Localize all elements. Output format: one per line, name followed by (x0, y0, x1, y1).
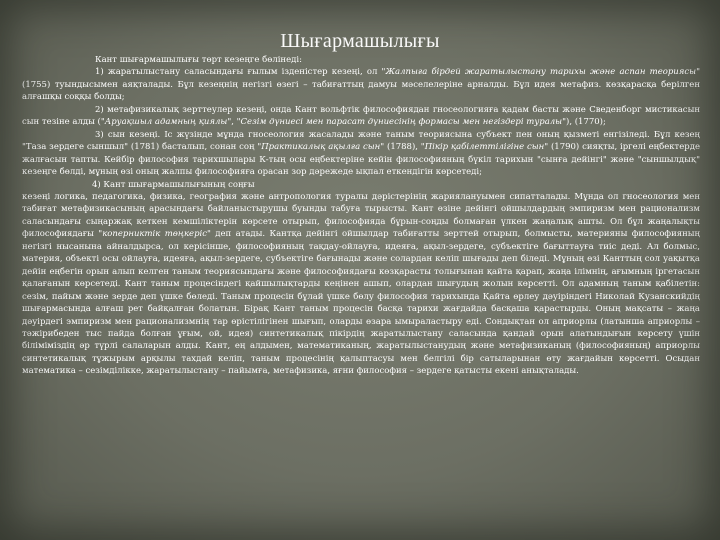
period-4-paragraph (22, 191, 700, 378)
period-4-text-c: " деп атады. Кантқа дейінгі ойшылдар табиғатты зерттей отырып, болмысты, материяны философияның негізгі нысанына айналдырса, ол керісінше, философияның тақдау-ойлауға, идеяға, ақыл-зердеге, субъектіге бағыттауға тиіс деді. Ал болмыс, материя, объекті осы ойлауға, идеяға, ақыл-зердеге, субъектіге бағынады және солардан келіп шығады деп біледі. Мұның өзі Канттың сол уақытқа дейін еңбегін орын алып келген таным теориясындағы және философиядағы көзқарасты толығынан қайта қарап, жаңа ілімнің, ағымның іргетасын қалағанын көрсетеді. Кант таным процесіндегі қайшылықтарды кеңінен ашып, олардан шығудың жолын көрсетті. Ол адамның таным қабілетін: сезім, пайым және зерде деп үшке бөледі. Таным процесін бұлай үшке бөлу философия тарихында Қайта өрлеу дәуіріндегі Николай Кузанскийдің шығармасында алғаш рет байқалған болатын. Бірақ Кант таным процесін басқа тарихи жағдайда басқаша қарастырды. Оның мақсаты – жаңа дәуірдегі эмпиризм мен рационализмнің тар өрістілігінен шығып, оларды өзара ымыраластыру еді. Сондықтан ол априорлы (латынша априорлы – тәжірибеден тыс пайда болған ұғым, ой, идея) синтетикалық пікірдің жаратылыстану саласында қандай орын алатындығын көрсету үшін біліміміздің әр түрлі салаларын алды. Кант, ең алдымен, математиканың, жаратылыстанудың және метафизиканың (философияның) априорлы синтетикалық тұжырым арқылы тахдай келіп, таным процесінің қалыптасуы мен белгілі бір сатыларынан өту жағдайын көрсетті. Осыдан математика – сезімділікке, жаратылыстану – пайымға, метафизика, яғни философия – зердеге қатысты екені анықталады. (22, 229, 700, 377)
period-3-text-a: 3) сын кезеңі. Іс жүзінде мұнда гносеология жасалады және таным теориясына субъект пен оның қызметі енгізіледі. Бұл кезең "Таза зердеге сыншыл" (1781) басталып, сонан соң " (22, 129, 700, 153)
period-3-work-title-2: Пікір қабілеттілігіне сын (424, 142, 545, 153)
period-2-paragraph (22, 104, 700, 129)
period-1-text-a: 1) жаратылыстану саласындағы ғылым ізденістер кезеңі, ол " (95, 67, 386, 78)
period-1-paragraph (22, 66, 700, 103)
period-2-text-a: 2) метафизикалық зерттеулер кезеңі, онда Кант вольфтік философиядан гносеологияға қадам басты және Сведенборг мистикасын сын тезіне алды (" (22, 104, 700, 128)
period-3-text-c: " (1788), " (380, 142, 425, 153)
slide-body-text (22, 54, 700, 378)
period-2-text-c: ", " (227, 117, 241, 128)
intro-paragraph: Кант шығармашылығы төрт кезеңге бөлінеді: (95, 55, 302, 65)
period-3-paragraph (22, 129, 700, 179)
period-1-work-title: Жалпыға бірдей жаратылыстану тарихы және аспан теориясы (385, 67, 697, 78)
slide-title: Шығармашылығы (280, 30, 440, 52)
period-1-text-c: " (1755) туындысымен аяқталады. Бұл кезеңнің негізгі өзегі – табиғаттың дамуы мәселелеріне арналды. Бұл идея метафиз. көзқарасқа берілген алғашқы соққы болды; (22, 67, 700, 103)
period-4-text-a: кезеңі логика, педагогика, физика, география және антропология туралы дәрістерінің жариялануымен сипатталады. Мұнда ол гносеология мен табиғат метафизикасының арасындағы байланыстырушы буынды табуға тырысты. Кант өзіне дейінгі ойшылдардың эмпиризм мен рационализм саласындағы сыңаржақ кеткен кемшіліктерін көрсете отырып, философияда бұрын-соңды болмаған үлкен жаңалық ашты. Ол бұл жаңалықты философиядағы " (22, 191, 700, 240)
period-2-text-e: "), (1770); (562, 117, 606, 128)
period-4-term: коперниктік төңкеріс (102, 229, 207, 240)
period-4-heading: 4) Кант шығармашылығының соңғы (92, 179, 255, 190)
period-2-work-title-1: Аруақшыл адамның қиялы (104, 117, 228, 128)
period-3-work-title-1: Практикалық ақылға сын (261, 142, 381, 153)
period-3-text-e: " (1790) сияқты, іргелі еңбектерде жалғасын тапты. Кейбір философия тарихшылары К-тың осы еңбектеріне кейін философияның бүкіл тарихын "сынға дейінгі" және "сыншылдық" кезеңге бөлді, мұның өзі оның жалпы философияға орасан зор дәрежеде ықпал еткендігін көрсетеді; (22, 142, 700, 178)
period-2-work-title-2: Сезім дүниесі мен парасат дүниесінің формасы мен негіздері туралы (240, 117, 563, 128)
